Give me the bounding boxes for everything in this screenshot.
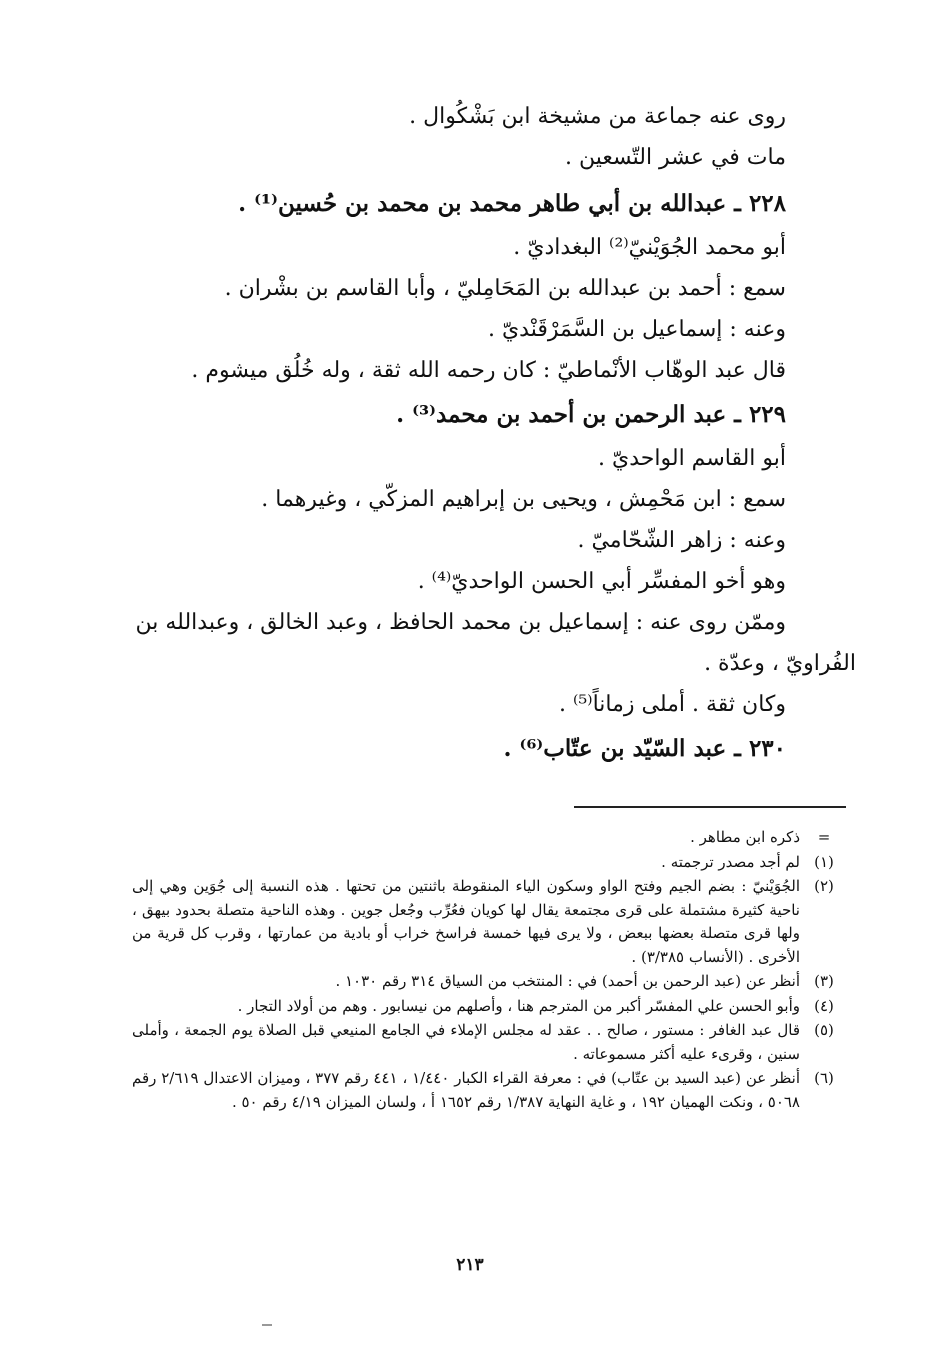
footnote-mark: (٦) — [814, 1069, 834, 1087]
scan-speck — [262, 1324, 272, 1326]
footnote-text: قال عبد الغافر : مستور ، صالح . . عقد له مجلس الإملاء في الجامع المنيعي قبل الصلاة يوم الجمعة ، وأملى سنين ، وقرىء عليه أكثر مسموعاته . — [132, 1021, 800, 1063]
entry-heading: ٢٣٠ ـ عبد السّيّد بن عتّاب⁽⁶⁾ . — [503, 735, 786, 762]
text-line: روى عنه جماعة من مشيخة ابن بَشْكُوال . — [409, 104, 786, 129]
footnote-text: الجُوَيْنيّ : بضم الجيم وفتح الواو وسكون الياء المنقوطة باثنتين من تحتها . هذه النسبة إلى جُوَين وهي إلى ناحية كثيرة مشتملة على قرى مجتمعة يقال لها كويان فعُرِّب وجُعل جوين . وهذه الناحية متصلة بحدود بيهق ، ولها قرى متصلة بعضها ببعض ، ولا يرى فيها خمسة فراسخ خراب أو بادية من عمارتها ، وقرب كل قرية من الأخرى . (الأنساب ٣/٣٨٥) . — [132, 877, 800, 966]
text-line: وكان ثقة . أملى زماناً⁽⁵⁾ . — [558, 692, 786, 717]
footnote-text: أنظر عن (عبد السيد بن عتّاب) في : معرفة القراء الكبار ١/٤٤٠ ، ٤٤١ رقم ٣٧٧ ، وميزان الاعتدال ٢/٦١٩ رقم ٥٠٦٨ ، ونكت الهميان ١٩٢ ، و غاية النهاية ١/٣٨٧ رقم ١٦٥٢ أ ، ولسان الميزان ٤/١٩ رقم ٥٠ . — [132, 1069, 800, 1111]
footnote-mark: (٣) — [814, 972, 834, 990]
text-line: وعنه : زاهر الشّحّاميّ . — [577, 528, 786, 553]
text-line: وممّن روى عنه : إسماعيل بن محمد الحافظ ، وعبد الخالق ، وعبدالله بن — [135, 610, 786, 635]
text-line-continued: الفُراويّ ، وعدّة . — [704, 651, 856, 676]
footnote — [132, 1019, 848, 1066]
footnotes — [132, 826, 848, 1115]
text-line: قال عبد الوهّاب الأنْماطيّ : كان رحمه الله ثقة ، وله خُلُق ميشوم . — [191, 358, 786, 383]
text-line: وهو أخو المفسِّر أبي الحسن الواحديّ⁽⁴⁾ . — [417, 569, 786, 594]
main-text — [124, 96, 856, 772]
footnote — [132, 970, 848, 994]
text-line: سمع : ابن مَحْمِش ، ويحيى بن إبراهيم المزكّي ، وغيرهما . — [261, 487, 786, 512]
footnote-text: ذكره ابن مطاهر . — [690, 828, 800, 846]
entry-heading: ٢٢٨ ـ عبدالله بن أبي طاهر محمد بن محمد بن حُسين⁽¹⁾ . — [238, 190, 786, 217]
footnote-mark: (٢) — [814, 877, 834, 895]
footnote — [132, 826, 848, 850]
footnote-text: وأبو الحسن علي المفسّر أكبر من المترجم هنا ، وأصلهم من نيسابور . وهم من أولاد التجار . — [237, 996, 800, 1015]
text-line: وعنه : إسماعيل بن السَّمَرْقَنْديّ . — [487, 317, 786, 342]
footnote — [132, 851, 848, 875]
footnote-mark: (١) — [814, 852, 834, 871]
footnote — [132, 1067, 848, 1114]
footnote-mark: = — [817, 828, 831, 846]
footnote-mark: (٥) — [814, 1021, 834, 1039]
page-number: ٢١٣ — [456, 1255, 484, 1275]
text-line: مات في عشر التّسعين . — [565, 145, 786, 170]
footnote — [132, 875, 848, 969]
text-line: أبو محمد الجُوَيْنيّ⁽²⁾ البغداديّ . — [513, 235, 786, 260]
footnote-mark: (٤) — [814, 996, 834, 1015]
footnote — [132, 995, 848, 1019]
footnote-text: أنظر عن (عبد الرحمن بن أحمد) في : المنتخب من السياق ٣١٤ رقم ١٠٣٠ . — [335, 972, 800, 990]
text-line: سمع : أحمد بن عبدالله بن المَحَامِليّ ، وأبا القاسم بن بشْران . — [224, 276, 786, 301]
footnote-divider — [574, 806, 846, 808]
text-line: أبو القاسم الواحديّ . — [598, 446, 786, 471]
entry-heading: ٢٢٩ ـ عبد الرحمن بن أحمد بن محمد⁽³⁾ . — [396, 401, 786, 428]
footnote-text: لم أجد مصدر ترجمته . — [661, 852, 800, 871]
